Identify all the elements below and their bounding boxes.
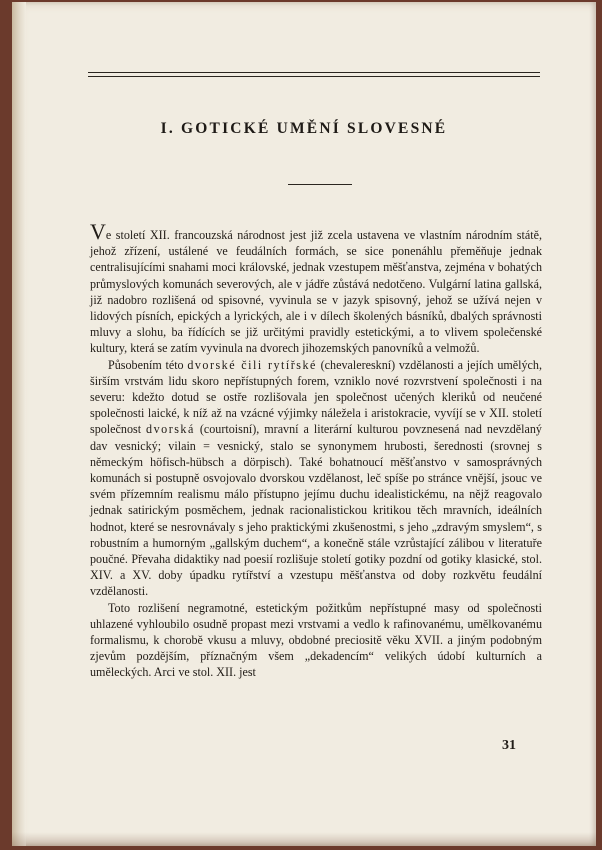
paragraph-3-text: Toto rozlišení negramotné, estetickým požitkům nepřístupné masy od společnosti uhlazené vyhloubilo osudně propast mezi vrstvami a vedlo k rafinovanému, umělkovanému formalismu, k chorobě vkusu a mluvy, obdobné preciositě věku XVII. a jiným podobným zjevům pozdějším, příznačným všem „dekadencím“ velikých údobí kulturních a uměleckých. Arci ve stol. XII. jest (90, 600, 542, 680)
page-edge-shadow (12, 832, 596, 846)
paragraph-2-start: Působením této (108, 357, 188, 372)
title-divider (288, 184, 352, 185)
paragraph-1 (90, 219, 542, 357)
paragraph-3 (90, 600, 542, 681)
header-rule-top (88, 72, 540, 73)
paragraph-2 (90, 357, 542, 600)
book-page (12, 2, 596, 846)
page-number: 31 (502, 738, 516, 753)
paragraph-1-text: e století XII. francouzská národnost jest již zcela ustavena ve vlastním národním státě, jehož zřízení, ustálené ve feudálních formách, se sice ponenáhlu přeměňuje jednak centralisujícími snahami moci královské, jednak vzestupem měšťanstva, zejména v bohatých průmyslových komunách severových, ale v jádře zůstává nedotčeno. Vulgární latina gallská, již nadobro rozlišená od spisovné, vyvinula se v jazyk spisovný, jehož se užívá nejen v lidových písních, epických a lyrických, ale i v dílech školených básníků, dbalých správnosti mluvy a slohu, ba řídících se již určitými pravidly estetickými, a to vlivem společenské kultury, která se zatím vyvinula na dvorech jihozemských panovníků a velmožů. (90, 228, 542, 356)
body-text (90, 219, 542, 681)
paragraph-2-middle: (chevalereskní) vzdělanosti a jejích umělých, širším vrstvám lidu skoro nepřístupných forem, vzniklo nové rozvrstvení společnosti i na severu: kdežto dotud se ostře rozlišovala jen společnost učených kleriků od neučené společnosti laické, k níž až na vzácné výjimky náležela i aristokracie, vyvíjí se v XII. století společnost (90, 357, 542, 437)
chapter-title: I. GOTICKÉ UMĚNÍ SLOVESNÉ (160, 120, 448, 137)
drop-cap: V (90, 219, 106, 244)
paragraph-2-emphasis: dvorské čili rytířské (187, 357, 317, 372)
header-rule-bottom (88, 76, 540, 77)
paragraph-2-emphasis-2: dvorská (146, 422, 195, 437)
paragraph-2-end: (courtoisní), mravní a literární kulturou povznesená nad nevzdělaný dav vesnický; vilain = vesnický, stalo se synonymem hrubosti, šerednosti (srovnej s německým höfisch-hübsch a dörpisch). Také bohatnoucí měšťanstvo v samosprávných komunách si postupně osvojovalo dvorskou vzdělanost, leč spíše po stránce vnější, jsouc ve svém přízemním realismu málo přístupno jejímu duchu idealistickému, na nějž reagovalo jednak satirickým posměchem, jednak racionalistickou kritikou těch mravních, ideálních hodnot, které se nesrovnávaly s jeho praktickými zkušenostmi, s jeho „zdravým smyslem“, s robustním a humorným „gallským duchem“, a konečně stále vzrůstající zálibou v literatuře poučné. Převaha didaktiky nad poesií rozlišuje století gotiky pozdní od gotiky klasické, stol. XIV. a XV. doby úpadku rytířství a vzestupu měšťanstva od doby rozkvětu feudální vzdělanosti. (90, 422, 542, 599)
